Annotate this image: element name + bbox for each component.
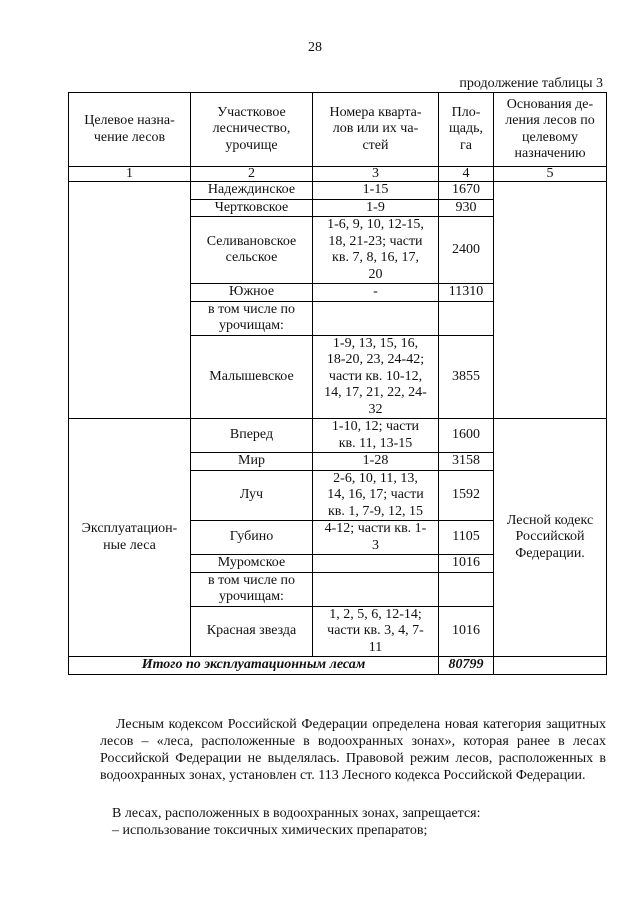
col-number: 5	[494, 167, 607, 182]
table-row	[69, 182, 607, 200]
table-continuation-label: продолжение таблицы 3	[459, 76, 603, 91]
basis-cell-empty	[494, 182, 607, 419]
quarters-cell: 1-6, 9, 10, 12-15, 18, 21-23; части кв. 7, 8, 16, 17, 20	[313, 217, 439, 284]
basis-cell: Лесной кодекс Российской Федерации.	[494, 419, 607, 657]
quarters-cell: 1-9	[313, 199, 439, 217]
area-cell	[439, 301, 494, 335]
col-number: 2	[191, 167, 313, 182]
area-cell: 1016	[439, 606, 494, 657]
header-quarters: Номера кварта- лов или их ча- стей	[313, 93, 439, 167]
quarters-cell: 1-10, 12; части кв. 11, 13-15	[313, 419, 439, 453]
area-cell: 2400	[439, 217, 494, 284]
paragraph-text: Лесным кодексом Российской Федерации определена новая категория защитных лесов – «леса, расположенные в водоохранных зонах», которая ранее в лесах Российской Федерации не выделялась. Правовой режим лесов, расположенных в водоохранных зонах, установлен ст. 113 Лесного кодекса Российской Федерации.	[100, 717, 606, 783]
forestry-name: Вперед	[191, 419, 313, 453]
forestry-name: Мир	[191, 453, 313, 471]
table-row	[69, 419, 607, 453]
area-cell	[439, 572, 494, 606]
area-cell: 1105	[439, 521, 494, 555]
list-intro: В лесах, расположенных в водоохранных зонах, запрещается:	[112, 806, 481, 821]
total-value: 80799	[439, 657, 494, 675]
col-number: 3	[313, 167, 439, 182]
list-item: – использование токсичных химических препаратов;	[112, 823, 428, 838]
forestry-name: Чертковское	[191, 199, 313, 217]
restriction-list	[100, 805, 606, 839]
forestry-name: Красная звезда	[191, 606, 313, 657]
area-cell: 3158	[439, 453, 494, 471]
total-label: Итого по эксплуатационным лесам	[69, 657, 439, 675]
quarters-cell: -	[313, 284, 439, 302]
total-basis-empty	[494, 657, 607, 675]
header-forestry: Участковое лесничество, урочище	[191, 93, 313, 167]
quarters-cell: 4-12; части кв. 1- 3	[313, 521, 439, 555]
table-total-row	[69, 657, 607, 675]
forestry-name: Селивановское сельское	[191, 217, 313, 284]
header-basis: Основания де- ления лесов по целевому назначению	[494, 93, 607, 167]
quarters-cell: 1-9, 13, 15, 16, 18-20, 23, 24-42; части кв. 10-12, 14, 17, 21, 22, 24- 32	[313, 335, 439, 419]
table-column-numbers-row	[69, 167, 607, 182]
header-area: Пло- щадь, га	[439, 93, 494, 167]
quarters-cell	[313, 301, 439, 335]
col-number: 4	[439, 167, 494, 182]
forestry-name: в том числе по урочищам:	[191, 301, 313, 335]
forest-table	[68, 92, 607, 675]
area-cell: 1016	[439, 555, 494, 573]
quarters-cell: 1, 2, 5, 6, 12-14; части кв. 3, 4, 7- 11	[313, 606, 439, 657]
forestry-name: Малышевское	[191, 335, 313, 419]
forestry-name: Южное	[191, 284, 313, 302]
purpose-cell-empty	[69, 182, 191, 419]
area-cell: 1592	[439, 470, 494, 521]
quarters-cell	[313, 572, 439, 606]
col-number: 1	[69, 167, 191, 182]
quarters-cell: 2-6, 10, 11, 13, 14, 16, 17; части кв. 1, 7-9, 12, 15	[313, 470, 439, 521]
header-purpose: Целевое назна- чение лесов	[69, 93, 191, 167]
forestry-name: Муромское	[191, 555, 313, 573]
area-cell: 1670	[439, 182, 494, 200]
page-number: 28	[308, 40, 322, 55]
forestry-name: Луч	[191, 470, 313, 521]
forestry-name: Губино	[191, 521, 313, 555]
forestry-name: Надеждинское	[191, 182, 313, 200]
purpose-cell: Эксплуатацион- ные леса	[69, 419, 191, 657]
forestry-name: в том числе по урочищам:	[191, 572, 313, 606]
body-paragraph	[100, 716, 606, 784]
quarters-cell: 1-15	[313, 182, 439, 200]
quarters-cell: 1-28	[313, 453, 439, 471]
table-header-row	[69, 93, 607, 167]
quarters-cell	[313, 555, 439, 573]
area-cell: 1600	[439, 419, 494, 453]
area-cell: 3855	[439, 335, 494, 419]
area-cell: 930	[439, 199, 494, 217]
area-cell: 11310	[439, 284, 494, 302]
